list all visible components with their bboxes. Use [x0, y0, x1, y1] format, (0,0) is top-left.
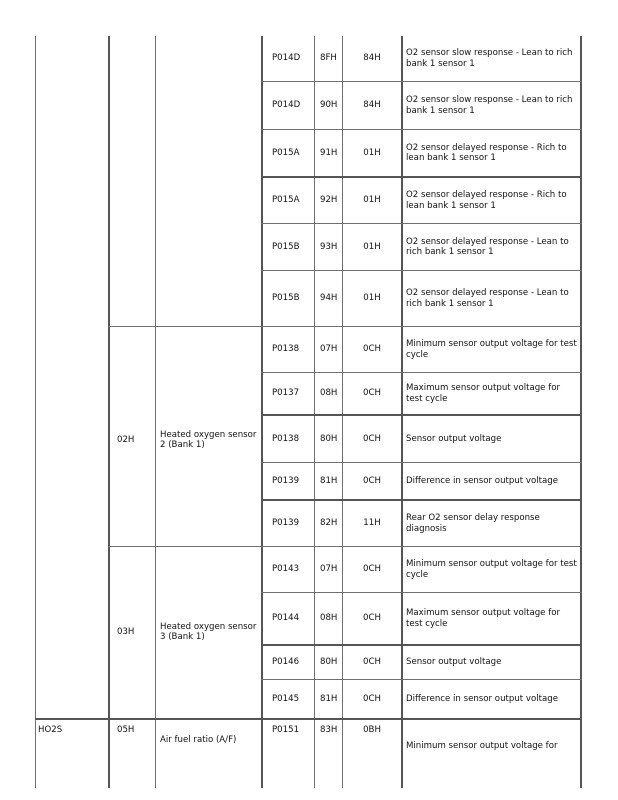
- table-border: [580, 36, 582, 788]
- hex-value: 80H: [320, 433, 338, 444]
- description: Rear O2 sensor delay response diagnosis: [406, 513, 540, 534]
- dtc-code: P0139: [272, 475, 300, 486]
- description: O2 sensor slow response - Lean to rich bank 1 sensor 1: [406, 95, 573, 116]
- test-name: Heated oxygen sensor 3 (Bank 1): [160, 621, 257, 642]
- test-id: 05H: [117, 724, 135, 735]
- hex-value: 0CH: [363, 657, 381, 668]
- hex-value: 07H: [320, 564, 338, 575]
- hex-value: 07H: [320, 344, 338, 355]
- dtc-code: P0143: [272, 564, 300, 575]
- description: O2 sensor delayed response - Lean to rich bank 1 sensor 1: [406, 288, 569, 309]
- hex-value: 08H: [320, 613, 338, 624]
- dtc-code: P0145: [272, 693, 300, 704]
- test-id: 03H: [117, 626, 135, 637]
- hex-value: 01H: [363, 195, 381, 206]
- description: O2 sensor delayed response - Lean to rich bank 1 sensor 1: [406, 236, 569, 257]
- hex-value: 91H: [320, 147, 338, 158]
- hex-value: 81H: [320, 475, 338, 486]
- dtc-code: P015B: [272, 293, 300, 304]
- table-border: [35, 36, 36, 788]
- hex-value: 0CH: [363, 344, 381, 355]
- description: Difference in sensor output voltage: [406, 693, 558, 704]
- dtc-code: P0138: [272, 433, 300, 444]
- dtc-code: P014D: [272, 53, 301, 64]
- description: O2 sensor delayed response - Rich to lean bank 1 sensor 1: [406, 142, 567, 163]
- dtc-code: P015B: [272, 241, 300, 252]
- hex-value: 0CH: [363, 693, 381, 704]
- hex-value: 0BH: [363, 724, 381, 735]
- description: Minimum sensor output voltage for test cycle: [406, 339, 577, 360]
- table-border: [108, 36, 110, 788]
- dtc-code: P0146: [272, 657, 300, 668]
- description: Difference in sensor output voltage: [406, 475, 558, 486]
- hex-value: 01H: [363, 241, 381, 252]
- test-name: Heated oxygen sensor 2 (Bank 1): [160, 429, 257, 450]
- hex-value: 01H: [363, 147, 381, 158]
- test-id: 02H: [117, 434, 135, 445]
- hex-value: 11H: [363, 518, 381, 529]
- description: Minimum sensor output voltage for: [406, 740, 558, 751]
- table-border: [155, 36, 156, 788]
- hex-value: 93H: [320, 241, 338, 252]
- table-border: [401, 36, 403, 788]
- test-name: Air fuel ratio (A/F): [160, 734, 237, 745]
- hex-value: 0CH: [363, 564, 381, 575]
- description: Sensor output voltage: [406, 433, 502, 444]
- description: Minimum sensor output voltage for test cycle: [406, 559, 577, 580]
- table-border: [261, 36, 263, 788]
- description: Maximum sensor output voltage for test cycle: [406, 383, 561, 404]
- dtc-code: P0144: [272, 613, 300, 624]
- hex-value: 0CH: [363, 475, 381, 486]
- hex-value: 0CH: [363, 388, 381, 399]
- hex-value: 81H: [320, 693, 338, 704]
- hex-value: 84H: [363, 100, 381, 111]
- description: Sensor output voltage: [406, 657, 502, 668]
- hex-value: 80H: [320, 657, 338, 668]
- group-label: HO2S: [38, 724, 63, 735]
- dtc-code: P015A: [272, 147, 300, 158]
- description: O2 sensor slow response - Lean to rich bank 1 sensor 1: [406, 48, 573, 69]
- hex-value: 82H: [320, 518, 338, 529]
- hex-value: 01H: [363, 293, 381, 304]
- dtc-code: P0137: [272, 388, 300, 399]
- description: Maximum sensor output voltage for test cycle: [406, 608, 561, 629]
- hex-value: 08H: [320, 388, 338, 399]
- dtc-code: P015A: [272, 195, 300, 206]
- hex-value: 0CH: [363, 613, 381, 624]
- hex-value: 92H: [320, 195, 338, 206]
- hex-value: 84H: [363, 53, 381, 64]
- description: O2 sensor delayed response - Rich to lean bank 1 sensor 1: [406, 190, 567, 211]
- dtc-code: P0138: [272, 344, 300, 355]
- dtc-code: P0151: [272, 724, 300, 735]
- hex-value: 8FH: [320, 53, 337, 64]
- hex-value: 0CH: [363, 433, 381, 444]
- dtc-code: P014D: [272, 100, 301, 111]
- hex-value: 90H: [320, 100, 338, 111]
- hex-value: 94H: [320, 293, 338, 304]
- hex-value: 83H: [320, 724, 338, 735]
- dtc-code: P0139: [272, 518, 300, 529]
